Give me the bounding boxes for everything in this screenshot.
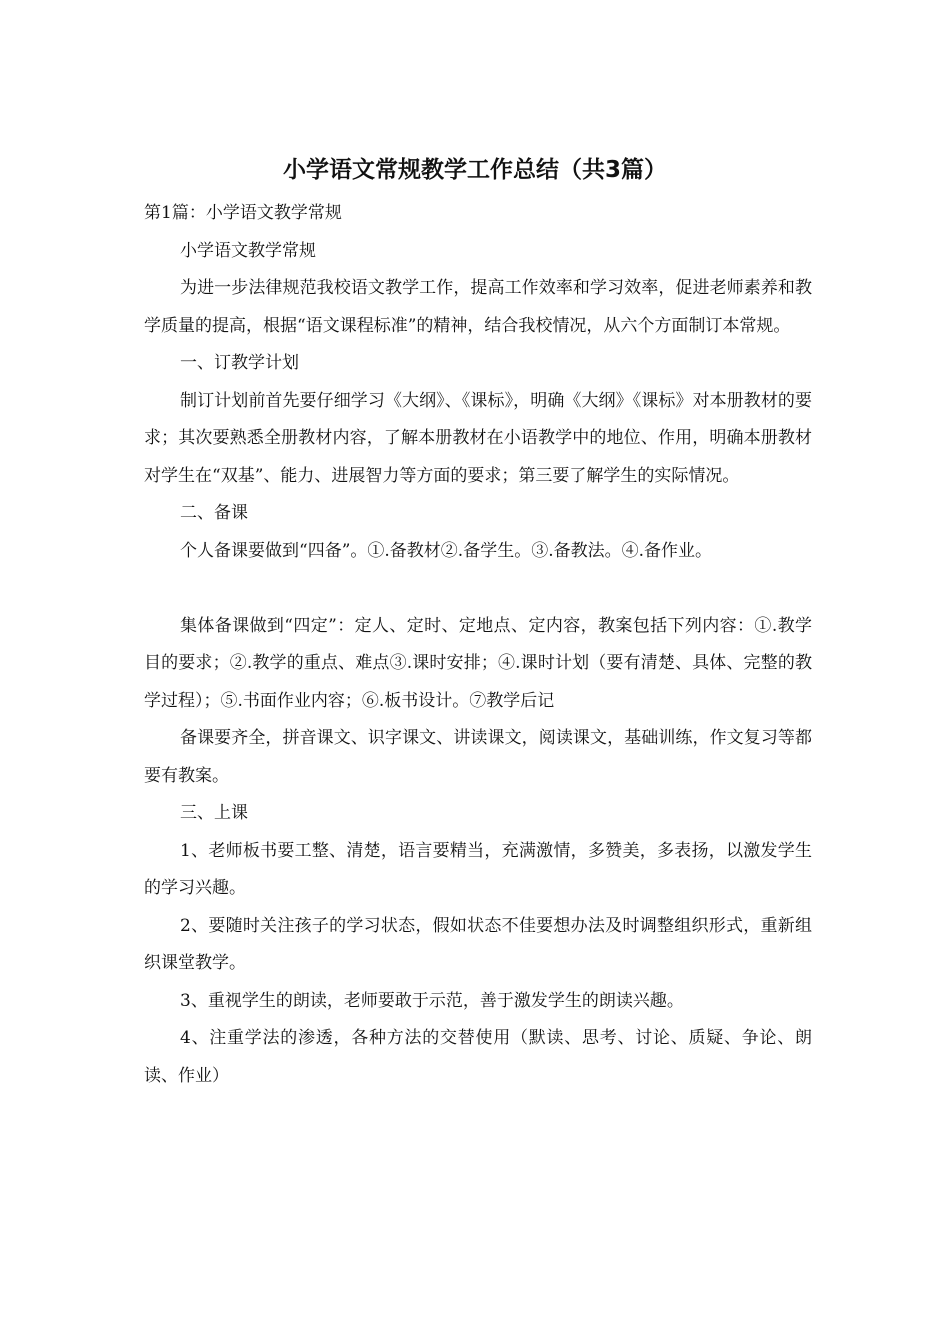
paragraph-teaching-plan: 制订计划前首先要仔细学习《大纲》、《课标》，明确《大纲》《课标》对本册教材的要求；其次要熟悉全册教材内容，了解本册教材在小语教学中的地位、作用，明确本册教材对学生在“双基”、能力、进展智力等方面的要求；第三要了解学生的实际情况。 xyxy=(144,390,812,486)
paragraph-group-prep: 集体备课做到“四定”：定人、定时、定地点、定内容，教案包括下列内容：①.教学目的要求；②.教学的重点、难点③.课时安排；④.课时计划（要有清楚、具体、完整的教学过程）；⑤.书面作业内容；⑥.板书设计。⑦教学后记 xyxy=(144,615,812,711)
document-body xyxy=(144,195,812,1095)
list-item-4: 4、注重学法的渗透，各种方法的交替使用（默读、思考、讨论、质疑、争论、朗读、作业） xyxy=(144,1028,812,1086)
list-item-2: 2、要随时关注孩子的学习状态，假如状态不佳要想办法及时调整组织形式，重新组织课堂教学。 xyxy=(144,915,812,973)
section-heading-part-1: 第1篇：小学语文教学常规 xyxy=(144,203,342,223)
heading-class: 三、上课 xyxy=(180,803,248,823)
list-item-1: 1、老师板书要工整、清楚，语言要精当，充满激情，多赞美，多表扬，以激发学生的学习兴趣。 xyxy=(144,840,812,898)
document-title: 小学语文常规教学工作总结（共3篇） xyxy=(282,157,667,183)
heading-teaching-plan: 一、订教学计划 xyxy=(180,353,299,373)
paragraph-gap xyxy=(144,570,812,608)
list-item-3: 3、重视学生的朗读，老师要敢于示范，善于激发学生的朗读兴趣。 xyxy=(180,990,684,1011)
heading-lesson-prep: 二、备课 xyxy=(180,503,248,523)
paragraph-individual-prep: 个人备课要做到“四备”。①.备教材②.备学生。③.备教法。④.备作业。 xyxy=(180,540,712,561)
paragraph-prep-completeness: 备课要齐全，拼音课文、识字课文、讲读课文，阅读课文，基础训练，作文复习等都要有教案。 xyxy=(144,728,812,786)
subtitle: 小学语文教学常规 xyxy=(180,240,316,261)
intro-paragraph: 为进一步法律规范我校语文教学工作，提高工作效率和学习效率，促进老师素养和教学质量的提高，根据“语文课程标准”的精神，结合我校情况，从六个方面制订本常规。 xyxy=(144,278,812,336)
